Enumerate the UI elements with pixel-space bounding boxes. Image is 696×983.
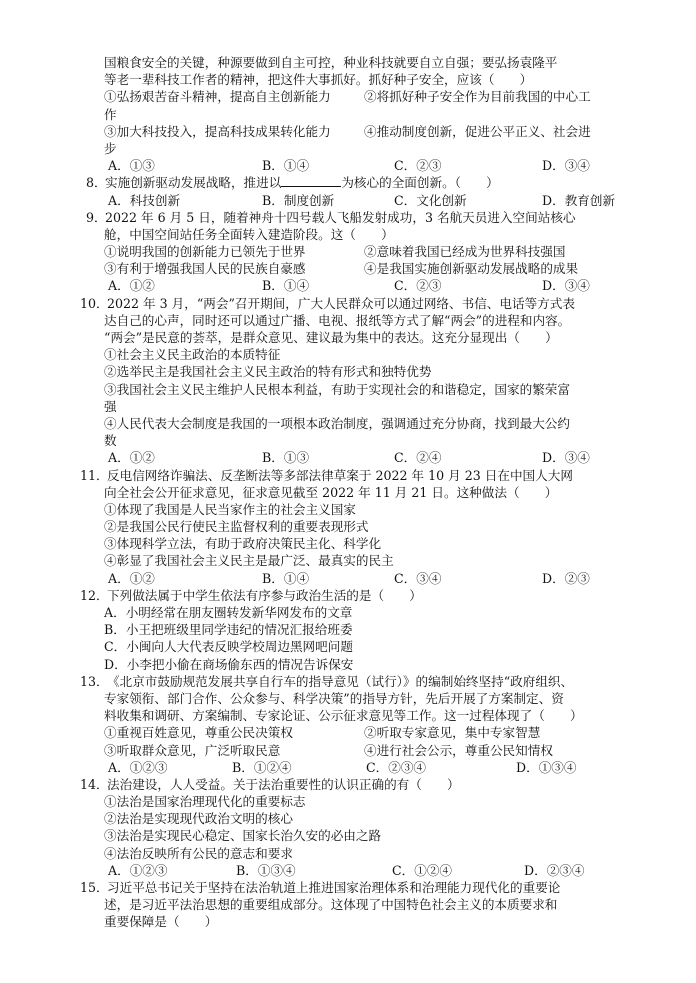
q11-options <box>0 570 696 587</box>
q13-option-b[interactable]: B．①②④ <box>232 759 292 775</box>
q14-statement-3: ③法治是实现民心稳定、国家长治久安的必由之路 <box>104 828 382 844</box>
q7-statement-2: ②将抓好种子安全作为目前我国的中心工 <box>364 89 591 105</box>
q10-statement-2: ②选举民主是我国社会主义民主政治的特有形式和独特优势 <box>104 364 432 380</box>
exam-page <box>0 54 696 931</box>
q12-number: 12． <box>80 587 109 603</box>
q9-statement-3: ③有利于增强我国人民的民族自豪感 <box>104 261 306 277</box>
q11-option-c[interactable]: C．③④ <box>394 570 442 586</box>
q7-stem-line-2: 等老一辈科技工作者的精神，把这件大事抓好。抓好种子安全，应该（ ） <box>104 72 533 88</box>
q10-option-d[interactable]: D．③④ <box>542 450 590 466</box>
q9-statement-1: ①说明我国的创新能力已领先于世界 <box>104 244 306 260</box>
q10-statement-3: ③我国社会主义民主维护人民根本利益，有助于实现社会的和谐稳定，国家的繁荣富 <box>104 381 570 397</box>
q14-option-a[interactable]: A．①②③ <box>108 862 168 878</box>
q10-option-c[interactable]: C．②④ <box>394 450 442 466</box>
q11-statement-3: ③体现科学立法，有助于政府决策民主化、科学化 <box>104 536 382 552</box>
q12-stem <box>0 587 696 604</box>
q7-option-d[interactable]: D．③④ <box>542 158 590 174</box>
q11-option-d[interactable]: D．②③ <box>542 570 590 586</box>
q11-option-b[interactable]: B．①④ <box>262 570 310 586</box>
q10-option-b[interactable]: B．①③ <box>262 450 310 466</box>
q11-option-a[interactable]: A．①② <box>108 570 155 586</box>
q8-number: 8． <box>86 175 107 191</box>
q13-statement-4: ④进行社会公示，尊重公民知情权 <box>364 742 553 758</box>
q8-blank <box>281 174 341 187</box>
q10-stem-line-1 <box>0 295 696 312</box>
q13-statements-row-1 <box>0 724 696 741</box>
q10-options <box>0 449 696 466</box>
q9-stem-text-1: 2022 年 6 月 5 日，随着神舟十四号载人飞船发射成功，3 名航天员进入空间站核心 <box>105 209 576 225</box>
q15-stem-line-3: 重要保障是（ ） <box>104 914 218 930</box>
q10-option-a[interactable]: A．①② <box>108 450 155 466</box>
q11-stem-line-2: 向全社会公开征求意见，征求意见截至 2022 年 11 月 21 日。这种做法（ ） <box>104 484 558 500</box>
q9-option-d[interactable]: D．③④ <box>542 278 590 294</box>
q14-statement-2: ②法治是实现现代政治文明的核心 <box>104 811 293 827</box>
q14-number: 14． <box>80 776 109 792</box>
q7-options <box>0 157 696 174</box>
q14-option-c[interactable]: C．①②④ <box>392 862 453 878</box>
q10-statement-3-cont: 强 <box>104 398 117 414</box>
q13-option-c[interactable]: C．②③④ <box>366 759 427 775</box>
q13-stem-line-2: 专家领衔、部门合作、公众参与、科学决策”的指导方针，先后开展了方案制定、资 <box>104 690 564 706</box>
q11-stem-text-1: 反电信网络诈骗法、反垄断法等多部法律草案于 2022 年 10 月 23 日在中国人大网 <box>107 467 573 483</box>
q10-statement-4-cont: 数 <box>104 433 117 449</box>
q9-option-c[interactable]: C．②③ <box>394 278 442 294</box>
q9-statements-row-1 <box>0 243 696 260</box>
q14-statement-1: ①法治是国家治理现代化的重要标志 <box>104 794 306 810</box>
q13-options <box>0 759 696 776</box>
q9-stem-line-2: 舱，中国空间站任务全面转入建造阶段。这（ ） <box>104 226 394 242</box>
q12-option-b[interactable]: B．小王把班级里同学违纪的情况汇报给班委 <box>104 622 353 638</box>
q9-stem-line-1 <box>0 209 696 226</box>
q15-stem-line-1 <box>0 879 696 896</box>
q13-statement-1: ①重视百姓意见，尊重公民决策权 <box>104 725 293 741</box>
q7-statement-4: ④推动制度创新，促进公平正义、社会进 <box>364 123 591 139</box>
q9-number: 9． <box>86 209 107 225</box>
q11-statement-2: ②是我国公民行使民主监督权利的重要表现形式 <box>104 519 369 535</box>
q12-option-a[interactable]: A．小明经常在朋友圈转发新华网发布的文章 <box>104 605 353 620</box>
q14-option-d[interactable]: D．②③④ <box>524 862 585 878</box>
q13-stem-line-1 <box>0 673 696 690</box>
q13-number: 13． <box>80 673 109 689</box>
q8-option-a[interactable]: A．科技创新 <box>108 192 181 208</box>
q9-options <box>0 277 696 294</box>
q13-option-a[interactable]: A．①②③ <box>108 759 168 775</box>
q9-statement-2: ②意味着我国已经成为世界科技强国 <box>364 244 566 260</box>
q10-stem-line-2: 达自己的心声，同时还可以通过广播、电视、报纸等方式了解“两会”的进程和内容。 <box>104 312 571 328</box>
q13-stem-text-1: 《北京市鼓励规范发展共享自行车的指导意见（试行）》的编制始终坚持“政府组织、 <box>107 673 574 689</box>
q13-option-d[interactable]: D．①③④ <box>516 759 577 775</box>
q10-stem-text-1: 2022 年 3 月，“两会”召开期间，广大人民群众可以通过网络、书信、电话等方式表 <box>107 295 575 311</box>
q11-number: 11． <box>80 467 109 483</box>
q14-stem <box>0 776 696 793</box>
q8-options <box>0 192 696 209</box>
q11-stem-line-1 <box>0 467 696 484</box>
q11-statement-1: ①体现了我国是人民当家作主的社会主义国家 <box>104 501 356 517</box>
q7-statement-3: ③加大科技投入，提高科技成果转化能力 <box>104 123 331 139</box>
q7-statement-4-cont: 步 <box>104 140 117 156</box>
q12-option-c[interactable]: C．小闽向人大代表反映学校周边黑网吧问题 <box>104 639 353 655</box>
q7-statement-1: ①弘扬艰苦奋斗精神，提高自主创新能力 <box>104 89 331 105</box>
q8-option-d[interactable]: D．教育创新 <box>542 192 616 208</box>
q13-statements-row-2 <box>0 742 696 759</box>
q14-statement-4: ④法治反映所有公民的意志和要求 <box>104 845 293 861</box>
q9-option-a[interactable]: A．①② <box>108 278 155 294</box>
q7-option-b[interactable]: B．①④ <box>262 158 310 174</box>
q10-statement-1: ①社会主义民主政治的本质特征 <box>104 347 281 363</box>
q14-options <box>0 862 696 879</box>
q9-statements-row-2 <box>0 260 696 277</box>
q7-statements-row-1 <box>0 88 696 105</box>
q13-statement-2: ②听取专家意见，集中专家智慧 <box>364 725 541 741</box>
q12-option-d[interactable]: D．小李把小偷在商场偷东西的情况告诉保安 <box>104 656 354 672</box>
q7-stem-line-1: 国粮食安全的关键，种源要做到自主可控，种业科技就要自立自强；要弘扬袁隆平 <box>104 55 558 70</box>
q15-stem-text-1: 习近平总书记关于坚持在法治轨道上推进国家治理体系和治理能力现代化的重要论 <box>107 880 561 895</box>
q14-stem-text: 法治建设，人人受益。关于法治重要性的认识正确的有（ ） <box>107 776 460 792</box>
q10-number: 10． <box>80 295 109 311</box>
q7-statement-2-cont: 作 <box>104 106 117 122</box>
q7-statements-row-2 <box>0 123 696 140</box>
q7-option-c[interactable]: C．②③ <box>394 158 442 174</box>
q8-option-c[interactable]: C．文化创新 <box>394 192 467 208</box>
q13-stem-line-3: 料收集和调研、方案编制、专家论证、公示征求意见等工作。这一过程体现了（ ） <box>104 708 583 724</box>
q10-statement-4: ④人民代表大会制度是我国的一项根本政治制度，强调通过充分协商，找到最大公约 <box>104 415 570 431</box>
q15-stem-line-2: 述，是习近平法治思想的重要组成部分。这体现了中国特色社会主义的本质要求和 <box>104 897 558 913</box>
q8-stem <box>0 174 696 191</box>
q14-option-b[interactable]: B．①③④ <box>236 862 296 878</box>
q10-stem-line-3: “两会”是民意的荟萃，是群众意见、建议最为集中的表达。这充分显现出（ ） <box>104 330 558 345</box>
q11-statement-4: ④彰显了我国社会主义民主是最广泛、最真实的民主 <box>104 553 394 569</box>
q9-statement-4: ④是我国实施创新驱动发展战略的成果 <box>364 261 579 277</box>
q15-number: 15． <box>80 880 109 895</box>
q8-stem-b: 为核心的全面创新。（ ） <box>341 175 499 191</box>
q8-stem-a: 实施创新驱动发展战略，推进以 <box>105 175 282 191</box>
q12-stem-text: 下列做法属于中学生依法有序参与政治生活的是（ ） <box>107 587 422 603</box>
q13-statement-3: ③听取群众意见，广泛听取民意 <box>104 742 281 758</box>
q7-option-a[interactable]: A．①③ <box>108 158 155 174</box>
q8-option-b[interactable]: B．制度创新 <box>262 192 335 208</box>
q9-option-b[interactable]: B．①④ <box>262 278 310 294</box>
